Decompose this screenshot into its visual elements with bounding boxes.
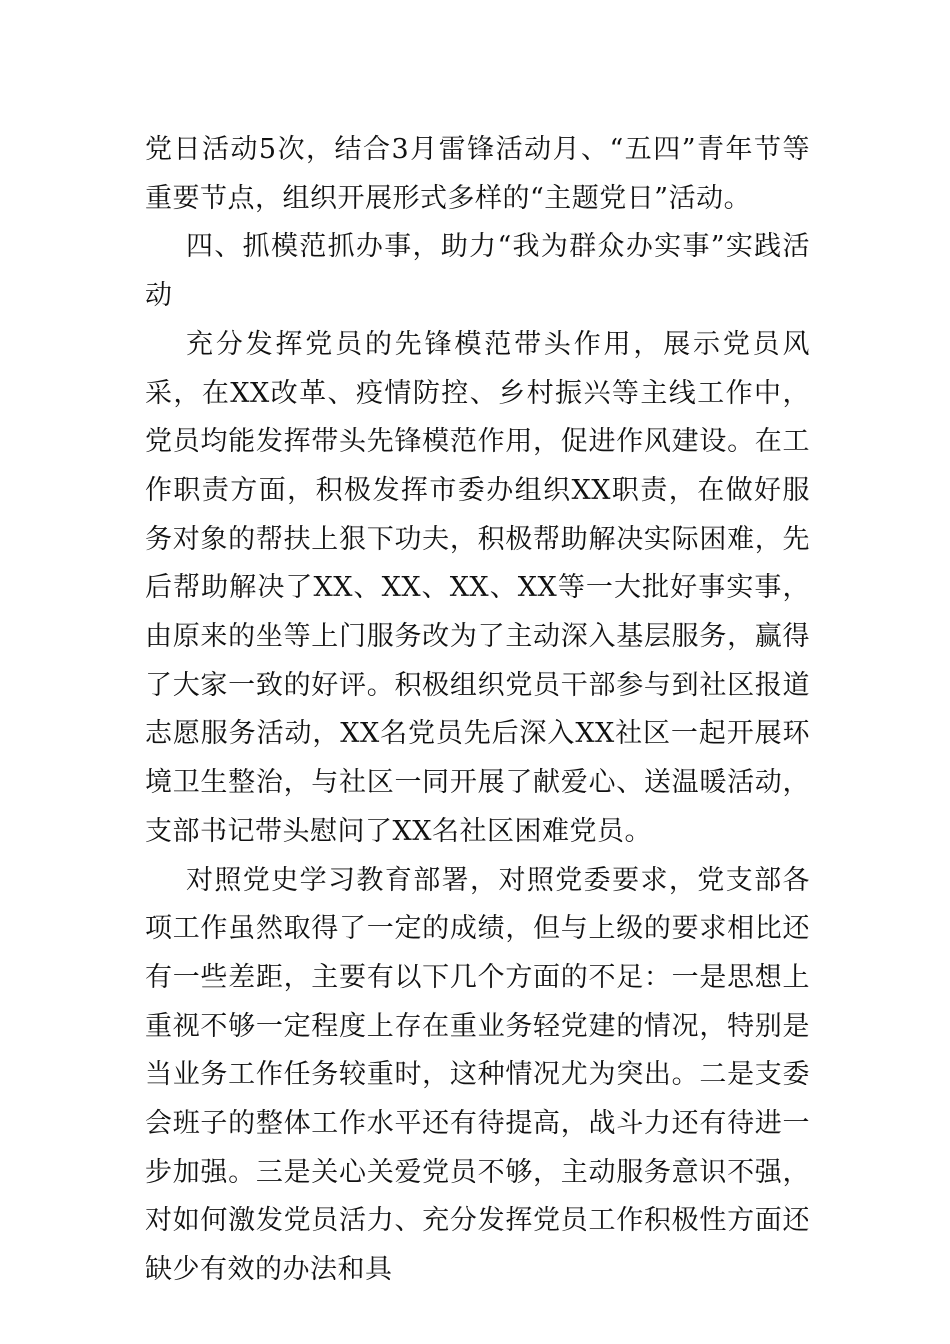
paragraph-activities-summary: 党日活动5次，结合3月雷锋活动月、“五四”青年节等重要节点，组织开展形式多样的“主题党日”活动。 xyxy=(145,134,810,214)
paragraph-vanguard-role: 充分发挥党员的先锋模范带头作用，展示党员风采，在XX改革、疫情防控、乡村振兴等主线工作中，党员均能发挥带头先锋模范作用，促进作风建设。在工作职责方面，积极发挥市委办组织XX职责，在做好服务对象的帮扶上狠下功夫，积极帮助解决实际困难，先后帮助解决了XX、XX、XX、XX等一大批好事实事，由原来的坐等上门服务改为了主动深入基层服务，赢得了大家一致的好评。积极组织党员干部参与到社区报道志愿服务活动，XX名党员先后深入XX社区一起开展环境卫生整治，与社区一同开展了献爱心、送温暖活动，支部书记带头慰问了XX名社区困难党员。 xyxy=(145,328,810,847)
document-body xyxy=(145,126,810,1295)
paragraph-shortcomings: 对照党史学习教育部署，对照党委要求，党支部各项工作虽然取得了一定的成绩，但与上级的要求相比还有一些差距，主要有以下几个方面的不足：一是思想上重视不够一定程度上存在重业务轻党建的情况，特别是当业务工作任务较重时，这种情况尤为突出。二是支委会班子的整体工作水平还有待提高，战斗力还有待进一步加强。三是关心关爱党员不够，主动服务意识不强，对如何激发党员活力、充分发挥党员工作积极性方面还缺少有效的办法和具 xyxy=(145,864,810,1286)
section-heading-four: 四、抓模范抓办事，助力“我为群众办实事”实践活动 xyxy=(145,231,810,312)
